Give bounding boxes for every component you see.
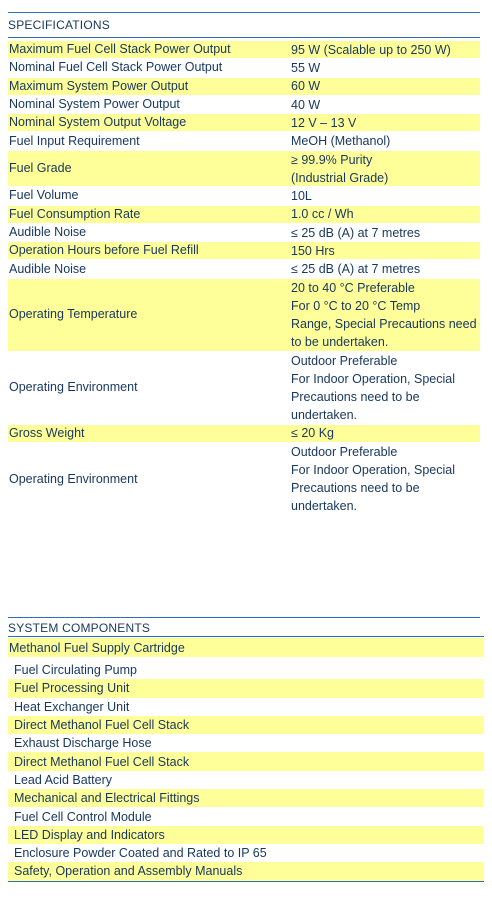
spec-value bbox=[291, 260, 480, 278]
spec-value-line: (Industrial Grade) bbox=[291, 170, 389, 185]
spec-label: Fuel Input Requirement bbox=[9, 133, 140, 148]
component-row bbox=[8, 771, 484, 789]
spec-value-line: For Indoor Operation, Special bbox=[291, 371, 455, 386]
spec-value bbox=[291, 352, 480, 424]
component-label: Safety, Operation and Assembly Manuals bbox=[14, 864, 243, 879]
component-row bbox=[8, 807, 484, 825]
spec-value bbox=[291, 151, 480, 187]
components-bottom-rule bbox=[8, 881, 484, 882]
component-row bbox=[8, 862, 484, 880]
component-row bbox=[8, 679, 484, 697]
spec-label: Gross Weight bbox=[9, 425, 85, 440]
spec-row bbox=[8, 425, 480, 443]
spec-row bbox=[8, 78, 480, 96]
spec-value-line: ≥ 99.9% Purity bbox=[291, 152, 373, 167]
component-row bbox=[8, 789, 484, 807]
specifications-title: SPECIFICATIONS bbox=[8, 18, 110, 32]
spec-value-line: undertaken. bbox=[291, 407, 358, 422]
spec-value-line: 55 W bbox=[291, 60, 321, 75]
component-label: LED Display and Indicators bbox=[14, 827, 165, 842]
spec-top-rule bbox=[8, 12, 480, 13]
spec-value-line: to be undertaken. bbox=[291, 334, 389, 349]
spec-value bbox=[291, 187, 480, 205]
spec-value bbox=[291, 132, 480, 150]
spec-value-line: ≤ 20 Kg bbox=[291, 426, 334, 441]
spec-value-line: 60 W bbox=[291, 79, 321, 94]
spec-label: Operating Environment bbox=[9, 380, 138, 395]
spec-row bbox=[8, 59, 480, 77]
spec-value-line: undertaken. bbox=[291, 499, 358, 514]
spec-row bbox=[8, 132, 480, 150]
spec-value bbox=[291, 41, 480, 59]
spec-row bbox=[8, 41, 480, 59]
component-label: Heat Exchanger Unit bbox=[14, 699, 130, 714]
component-label: Mechanical and Electrical Fittings bbox=[14, 791, 200, 806]
spec-value-line: 150 Hrs bbox=[291, 243, 335, 258]
system-components-list bbox=[8, 638, 484, 881]
component-row bbox=[8, 752, 484, 770]
spec-value bbox=[291, 205, 480, 223]
component-label: Direct Methanol Fuel Cell Stack bbox=[14, 718, 190, 733]
spec-label: Audible Noise bbox=[9, 261, 87, 276]
spec-label: Nominal System Power Output bbox=[9, 97, 180, 112]
spec-value-line: ≤ 25 dB (A) at 7 metres bbox=[291, 262, 421, 277]
specifications-table bbox=[8, 41, 480, 516]
component-label: Fuel Circulating Pump bbox=[14, 663, 137, 678]
spec-row bbox=[8, 242, 480, 260]
component-label: Enclosure Powder Coated and Rated to IP 65 bbox=[14, 846, 267, 861]
component-label: Exhaust Discharge Hose bbox=[14, 736, 152, 751]
spec-row bbox=[8, 114, 480, 132]
component-row bbox=[8, 661, 484, 679]
spec-value-line: 40 W bbox=[291, 97, 321, 112]
spec-label: Operation Hours before Fuel Refill bbox=[9, 243, 199, 258]
components-title-rule bbox=[8, 636, 484, 637]
spec-value bbox=[291, 424, 480, 442]
component-row bbox=[8, 638, 484, 657]
spec-label: Audible Noise bbox=[9, 225, 87, 240]
component-label: Fuel Processing Unit bbox=[14, 681, 130, 696]
spec-value-line: 1.0 cc / Wh bbox=[291, 207, 354, 222]
spec-value-line: 10L bbox=[291, 188, 312, 203]
component-label: Direct Methanol Fuel Cell Stack bbox=[14, 754, 190, 769]
spec-row bbox=[8, 260, 480, 278]
spec-value-line: Outdoor Preferable bbox=[291, 353, 398, 368]
spec-value-line: Precautions need to be bbox=[291, 389, 420, 404]
spec-row bbox=[8, 352, 480, 425]
spec-value-line: ≤ 25 dB (A) at 7 metres bbox=[291, 225, 421, 240]
spec-title-rule bbox=[8, 37, 480, 38]
component-label: Lead Acid Battery bbox=[14, 772, 112, 787]
spec-label: Maximum System Power Output bbox=[9, 78, 189, 93]
component-row bbox=[8, 716, 484, 734]
spec-value-line: MeOH (Methanol) bbox=[291, 134, 391, 149]
component-label: Methanol Fuel Supply Cartridge bbox=[9, 640, 185, 655]
spec-label: Fuel Consumption Rate bbox=[9, 206, 141, 221]
spec-value-line: For Indoor Operation, Special bbox=[291, 463, 455, 478]
spec-row bbox=[8, 224, 480, 242]
system-components-title: SYSTEM COMPONENTS bbox=[8, 621, 151, 635]
spec-value bbox=[291, 224, 480, 242]
component-row bbox=[8, 826, 484, 844]
spec-row bbox=[8, 96, 480, 114]
spec-value bbox=[291, 77, 480, 95]
component-row bbox=[8, 844, 484, 862]
spec-row bbox=[8, 151, 480, 188]
spec-value bbox=[291, 59, 480, 77]
spec-value-line: For 0 °C to 20 °C Temp bbox=[291, 298, 421, 313]
spec-row bbox=[8, 206, 480, 224]
spec-value-line: Outdoor Preferable bbox=[291, 445, 398, 460]
spec-row bbox=[8, 443, 480, 516]
spec-label: Operating Temperature bbox=[9, 307, 138, 322]
components-top-rule bbox=[8, 617, 480, 618]
spec-value bbox=[291, 443, 480, 515]
spec-label: Nominal System Output Voltage bbox=[9, 115, 187, 130]
spec-value bbox=[291, 96, 480, 114]
spec-value bbox=[291, 242, 480, 260]
spec-value bbox=[291, 114, 480, 132]
spec-row bbox=[8, 279, 480, 352]
spec-label: Fuel Grade bbox=[9, 161, 72, 176]
spec-label: Fuel Volume bbox=[9, 188, 79, 203]
spec-value-line: 95 W (Scalable up to 250 W) bbox=[291, 42, 451, 57]
component-label: Fuel Cell Control Module bbox=[14, 809, 152, 824]
component-row bbox=[8, 734, 484, 752]
spec-label: Maximum Fuel Cell Stack Power Output bbox=[9, 42, 231, 57]
spec-row bbox=[8, 187, 480, 205]
spec-value-line: 12 V – 13 V bbox=[291, 115, 357, 130]
spec-value bbox=[291, 279, 480, 351]
spec-value-line: Precautions need to be bbox=[291, 481, 420, 496]
spec-label: Nominal Fuel Cell Stack Power Output bbox=[9, 60, 223, 75]
spec-label: Operating Environment bbox=[9, 471, 138, 486]
spec-value-line: Range, Special Precautions need bbox=[291, 316, 477, 331]
spec-value-line: 20 to 40 °C Preferable bbox=[291, 280, 415, 295]
component-row bbox=[8, 698, 484, 716]
